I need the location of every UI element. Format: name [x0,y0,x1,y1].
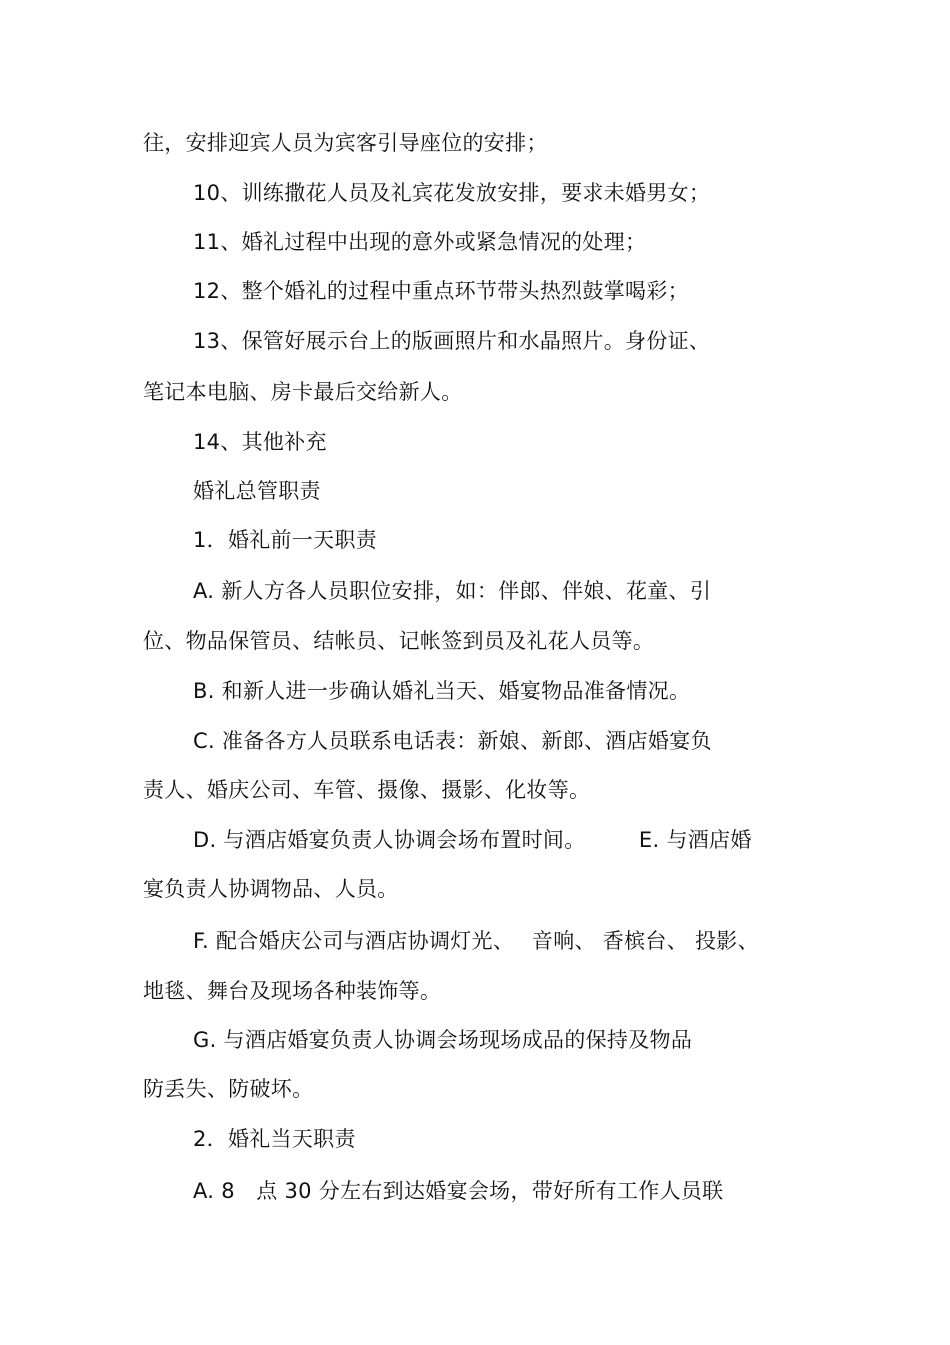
list-item-11: 11、婚礼过程中出现的意外或紧急情况的处理； [193,230,647,254]
paragraph-line: 宴负责人协调物品、人员。 [143,877,399,901]
item-d-e: D. 与酒店婚宴负责人协调会场布置时间。 E. 与酒店婚 [193,828,752,852]
list-item-12: 12、整个婚礼的过程中重点环节带头热烈鼓掌喝彩； [193,279,689,303]
list-item-14: 14、其他补充 [193,430,327,454]
subsection-heading: 2．婚礼当天职责 [193,1127,356,1151]
item-f: F. 配合婚庆公司与酒店协调灯光、 音响、 香槟台、 投影、 [193,929,759,953]
paragraph-line: 防丢失、防破坏。 [143,1077,314,1101]
list-item-10: 10、训练撒花人员及礼宾花发放安排，要求未婚男女； [193,181,711,205]
item-a: A. 8 点 30 分左右到达婚宴会场，带好所有工作人员联 [193,1179,724,1203]
paragraph-line: 往，安排迎宾人员为宾客引导座位的安排； [143,131,548,155]
paragraph-line: 笔记本电脑、房卡最后交给新人。 [143,380,463,404]
paragraph-line: 地毯、舞台及现场各种装饰等。 [143,979,442,1003]
item-b: B. 和新人进一步确认婚礼当天、婚宴物品准备情况。 [193,679,691,703]
item-a: A. 新人方各人员职位安排，如：伴郎、伴娘、花童、引 [193,579,712,603]
item-g: G. 与酒店婚宴负责人协调会场现场成品的保持及物品 [193,1028,693,1052]
paragraph-line: 责人、婚庆公司、车管、摄像、摄影、化妆等。 [143,778,591,802]
list-item-13: 13、保管好展示台上的版画照片和水晶照片。身份证、 [193,329,711,353]
paragraph-line: 位、物品保管员、结帐员、记帐签到员及礼花人员等。 [143,629,655,653]
item-c: C. 准备各方人员联系电话表：新娘、新郎、酒店婚宴负 [193,729,712,753]
subsection-heading: 1．婚礼前一天职责 [193,528,378,552]
section-heading: 婚礼总管职责 [193,479,321,503]
